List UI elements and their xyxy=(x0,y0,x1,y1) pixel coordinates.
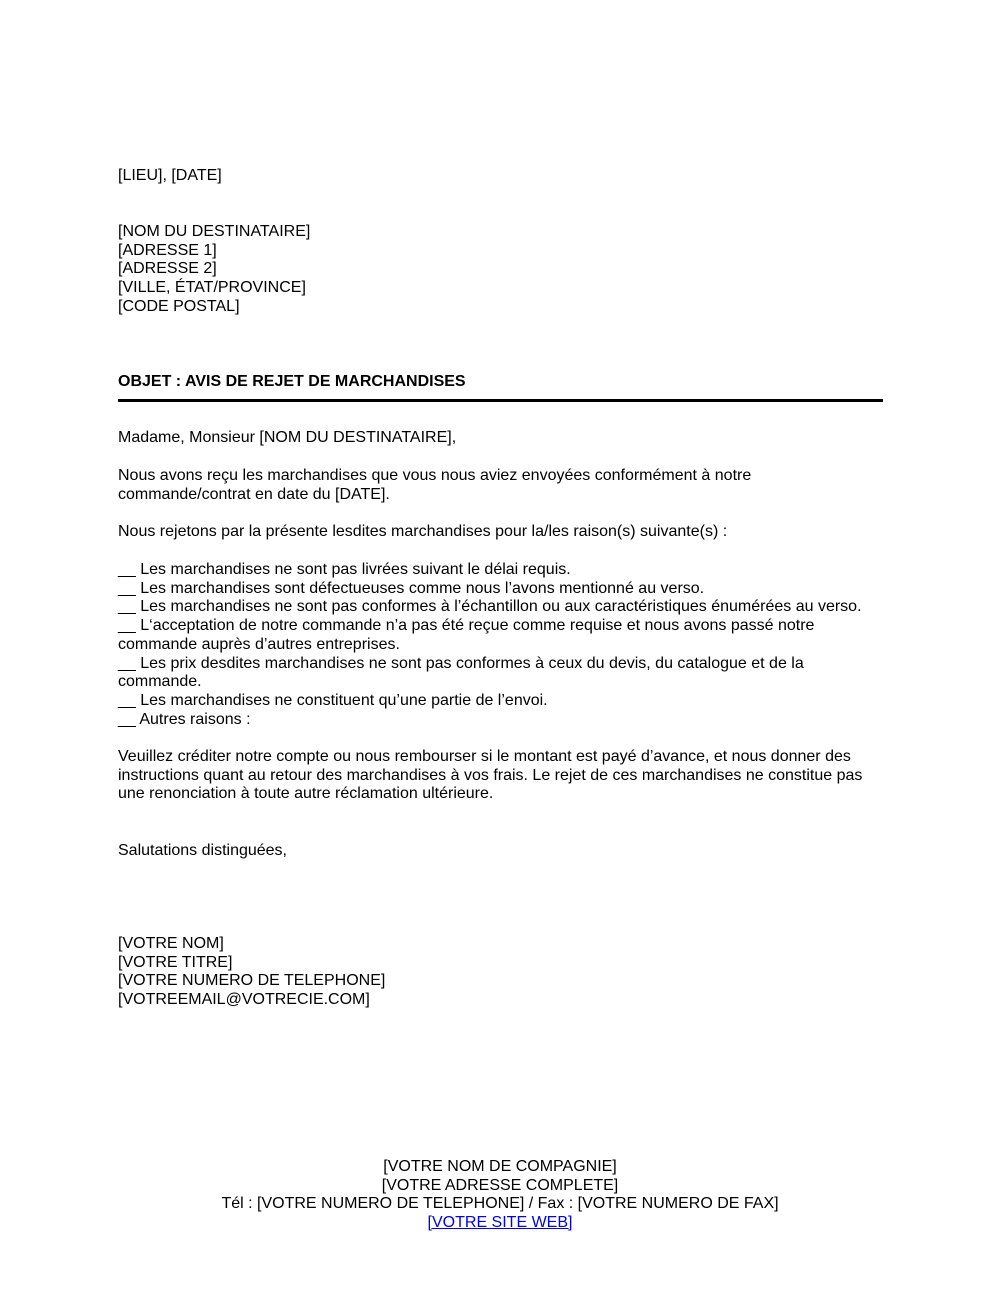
signature-phone: [VOTRE NUMERO DE TELEPHONE] xyxy=(118,972,386,990)
salutation xyxy=(118,429,888,448)
recipient-postal-code: [CODE POSTAL] xyxy=(118,297,240,315)
footer-company: [VOTRE NOM DE COMPAGNIE] xyxy=(383,1158,617,1175)
signature-title: [VOTRE TITRE] xyxy=(118,953,233,971)
salutation-text: Madame, Monsieur [NOM DU DESTINATAIRE], xyxy=(118,429,457,446)
footer-website-link[interactable]: [VOTRE SITE WEB] xyxy=(427,1214,573,1232)
reason-item: __ Les marchandises ne constituent qu’une partie de l’envoi. xyxy=(118,691,548,709)
recipient-city-state: [VILLE, ÉTAT/PROVINCE] xyxy=(118,279,306,297)
footer-address: [VOTRE ADRESSE COMPLETE] xyxy=(381,1176,619,1194)
reason-item: __ L‘acceptation de notre commande n’a pas été reçue comme requise et nous avons passé notre xyxy=(118,617,815,635)
footer-contact: Tél : [VOTRE NUMERO DE TELEPHONE] / Fax : [VOTRE NUMERO DE FAX] xyxy=(221,1195,779,1213)
recipient-name: [NOM DU DESTINATAIRE] xyxy=(118,223,311,240)
paragraph-request-line3: une renonciation à toute autre réclamation ultérieure. xyxy=(118,785,494,803)
signature-block xyxy=(118,935,888,1010)
paragraph-rejection-text: Nous rejetons par la présente lesdites marchandises pour la/les raison(s) suivante(s) : xyxy=(118,523,728,540)
reason-item-continued: commande auprès d’autres entreprises. xyxy=(118,635,400,653)
paragraph-receipt-line1: Nous avons reçu les marchandises que vous nous aviez envoyées conformément à notre xyxy=(118,467,752,484)
closing xyxy=(118,842,888,861)
subject-divider xyxy=(118,399,883,402)
recipient-address1: [ADRESSE 1] xyxy=(118,241,217,259)
reason-item: __ Les prix desdites marchandises ne sont pas conformes à ceux du devis, du catalogue et de la xyxy=(118,654,804,672)
recipient-address xyxy=(118,223,888,317)
reason-item: __ Autres raisons : xyxy=(118,710,251,728)
paragraph-request-line2: instructions quant au retour des marchandises à vos frais. Le rejet de ces marchandises ne constitue pas xyxy=(118,766,863,784)
reason-item: __ Les marchandises ne sont pas conformes à l’échantillon ou aux caractéristiques énumérées au verso. xyxy=(118,598,862,616)
paragraph-rejection xyxy=(118,523,888,542)
reason-item: __ Les marchandises sont défectueuses comme nous l’avons mentionné au verso. xyxy=(118,579,705,597)
paragraph-receipt xyxy=(118,467,888,504)
subject-text: OBJET : AVIS DE REJET DE MARCHANDISES xyxy=(118,373,466,390)
signature-name: [VOTRE NOM] xyxy=(118,935,224,952)
closing-text: Salutations distinguées, xyxy=(118,842,287,859)
reason-item: __ Les marchandises ne sont pas livrées suivant le délai requis. xyxy=(118,561,571,578)
paragraph-request-line1: Veuillez créditer notre compte ou nous rembourser si le montant est payé d’avance, et nous donner des xyxy=(118,748,851,765)
signature-email: [VOTREEMAIL@VOTRECIE.COM] xyxy=(118,991,370,1009)
paragraph-receipt-line2: commande/contrat en date du [DATE]. xyxy=(118,485,390,503)
subject-line xyxy=(118,373,888,392)
paragraph-request xyxy=(118,748,888,804)
place-date-text: [LIEU], [DATE] xyxy=(118,167,222,184)
reasons-list xyxy=(118,561,888,729)
recipient-address2: [ADRESSE 2] xyxy=(118,260,217,278)
letterhead-footer xyxy=(0,1158,1000,1233)
reason-item-continued: commande. xyxy=(118,673,202,691)
place-date xyxy=(118,167,888,186)
